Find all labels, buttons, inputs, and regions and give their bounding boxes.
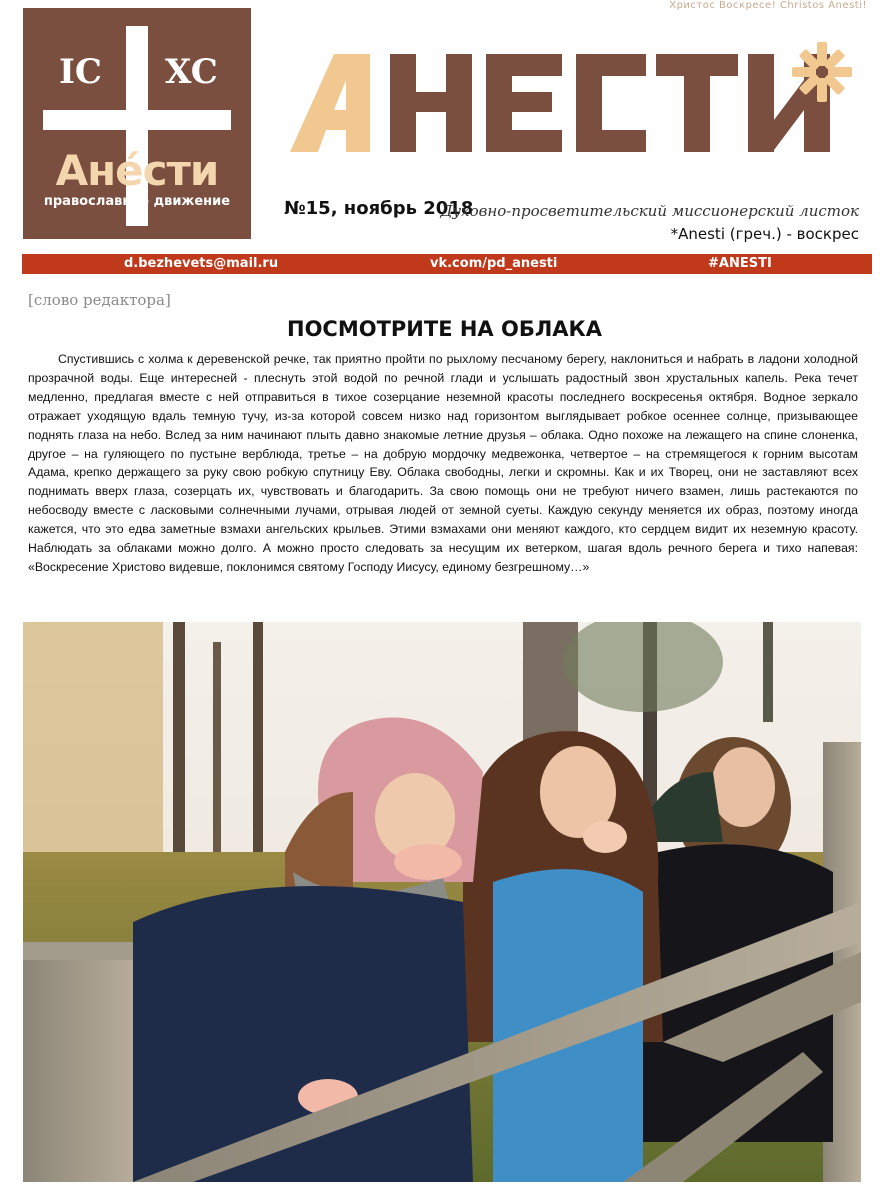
logo-name: Анéсти xyxy=(55,146,219,195)
subtitle: Духовно-просветительский миссионерский листок xyxy=(440,202,859,220)
rubric: [слово редактора] xyxy=(28,291,171,309)
article-title: ПОСМОТРИТЕ НА ОБЛАКА xyxy=(287,317,602,341)
logo-ic: IC xyxy=(59,52,102,92)
name-gloss: *Anesti (греч.) - воскрес xyxy=(670,225,859,243)
article-body: Спустившись с холма к деревенской речке, так приятно пройти по рыхлому песчаному берегу, наклониться и набрать в ладони холодной прозрачной воды. Еще интересней - плеснуть этой водой по речной глади и услышать радостный звон хрустальных капель. Река течет медленно, предлагая вместе с ней отправиться в тихое созерцание неземной красоты последнего воскресенья октября. Водное зеркало отражает уходящую вдаль темную тучу, из-за которой совсем низко над горизонтом выглядывает робкое осеннее солнце, призывающее поднять глаза на небо. Вслед за ним начинают плыть давно знакомые летние друзья – облака. Одно похоже на лежащего на спине слоненка, другое – на гуляющего по пустыне верблюда, третье – на добрую мордочку медвежонка, четвертое – на стремящегося к горним высотам Адама, крепко держащего за руку свою робкую спутницу Еву. Облака свободны, легки и скромны. Как и их Творец, они не заставляют всех поднимать вверх глаза, созерцать их, чувствовать и благодарить. За свою помощь они не требуют ничего взамен, лишь растекаются по небосводу вместе с ласковыми солнечными лучами, отрывая людей от земной суеты. Каждую секунду меняется их образ, поэтому иногда кажется, что это едва заметные взмахи ангельских крыльев. Этими взмахами они меняют каждого, кто сердцем видит их неземную красоту. Наблюдать за облаками можно долго. А можно просто следовать за несущим их ветерком, шагая вдоль речного берега и тихо напевая: «Воскресение Христово видевше, поклонимся святому Господу Иисусу, единому безгрешному…» xyxy=(28,352,858,574)
cross-horizontal xyxy=(43,110,231,130)
masthead-logotype xyxy=(290,40,860,160)
vk-link[interactable]: vk.com/pd_anesti xyxy=(430,256,558,271)
issue-number: №15, ноябрь 2018 xyxy=(284,198,474,219)
email-link[interactable]: d.bezhevets@mail.ru xyxy=(124,256,279,271)
logo-movement: православное движение xyxy=(43,194,231,209)
photo-girls-by-fence xyxy=(23,622,861,1182)
masthead-title: АНЕСТИ xyxy=(290,40,295,41)
hashtag: #ANESTI xyxy=(708,256,772,271)
top-greeting: Христос Воскресе! Christos Anesti! xyxy=(669,0,867,11)
masthead xyxy=(290,40,860,160)
logo-xc: XC xyxy=(165,52,218,92)
logo xyxy=(23,8,251,239)
contacts-bar xyxy=(22,254,872,274)
